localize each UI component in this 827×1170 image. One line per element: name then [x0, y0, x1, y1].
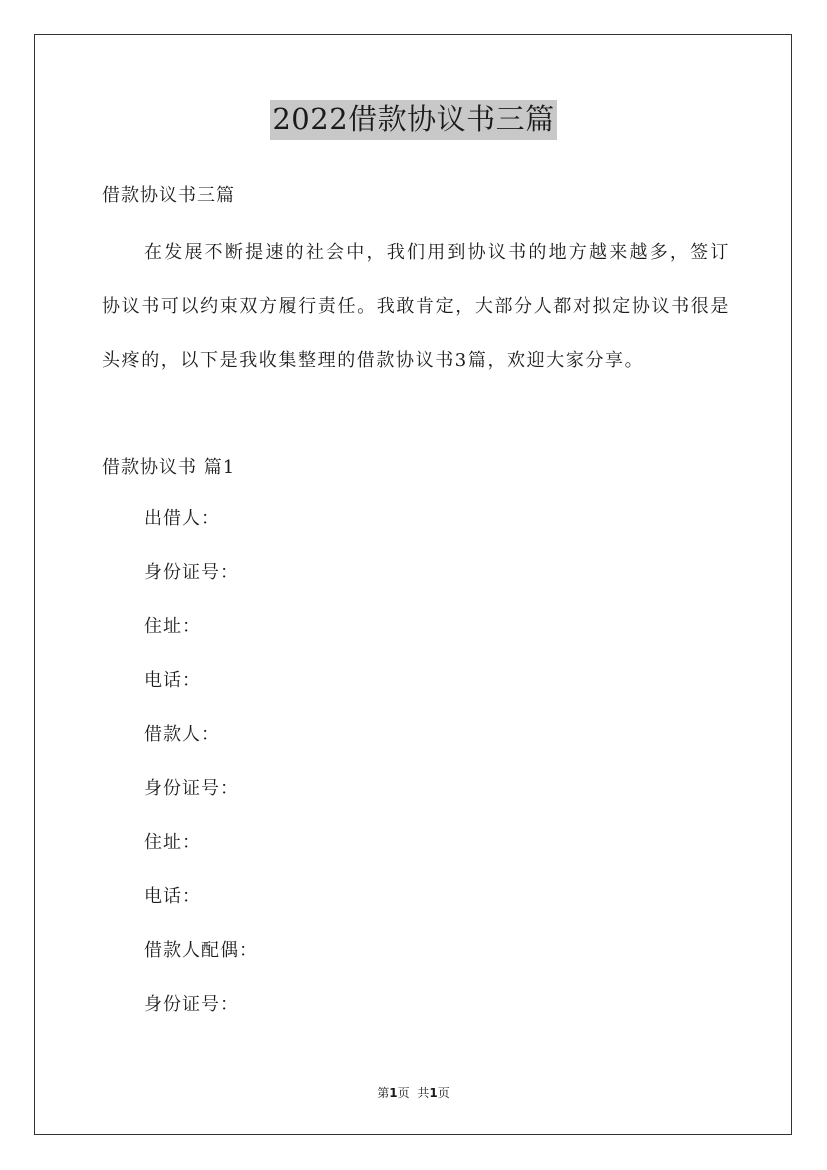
section-heading: 借款协议书 篇1 — [102, 457, 236, 478]
document-title-text: 2022借款协议书三篇 — [270, 100, 556, 140]
page-prefix: 第 — [377, 1086, 390, 1100]
document-subtitle: 借款协议书三篇 — [102, 185, 235, 206]
intro-paragraph: 在发展不断提速的社会中，我们用到协议书的地方越来越多，签订协议书可以约束双方履行责任。我敢肯定，大部分人都对拟定协议书很是头疼的，以下是我收集整理的借款协议书3篇，欢迎大家分享。 — [102, 242, 730, 371]
page-suffix: 页 — [397, 1086, 410, 1100]
field-borrower-spouse: 借款人配偶： — [144, 940, 258, 961]
field-lender-id: 身份证号： — [144, 562, 239, 583]
field-borrower-address: 住址： — [144, 832, 201, 853]
field-borrower-phone: 电话： — [144, 886, 201, 907]
total-suffix: 页 — [437, 1086, 450, 1100]
field-lender-address: 住址： — [144, 616, 201, 637]
field-spouse-id: 身份证号： — [144, 994, 239, 1015]
field-borrower: 借款人： — [144, 724, 220, 745]
page-number: 1 — [389, 1086, 398, 1100]
field-lender-phone: 电话： — [144, 670, 201, 691]
page-footer — [0, 1084, 827, 1101]
field-borrower-id: 身份证号： — [144, 778, 239, 799]
party-fields-list — [144, 499, 258, 1039]
field-lender: 出借人： — [144, 508, 220, 529]
total-pages: 1 — [429, 1086, 438, 1100]
total-prefix: 共 — [417, 1086, 430, 1100]
document-title — [0, 100, 827, 140]
